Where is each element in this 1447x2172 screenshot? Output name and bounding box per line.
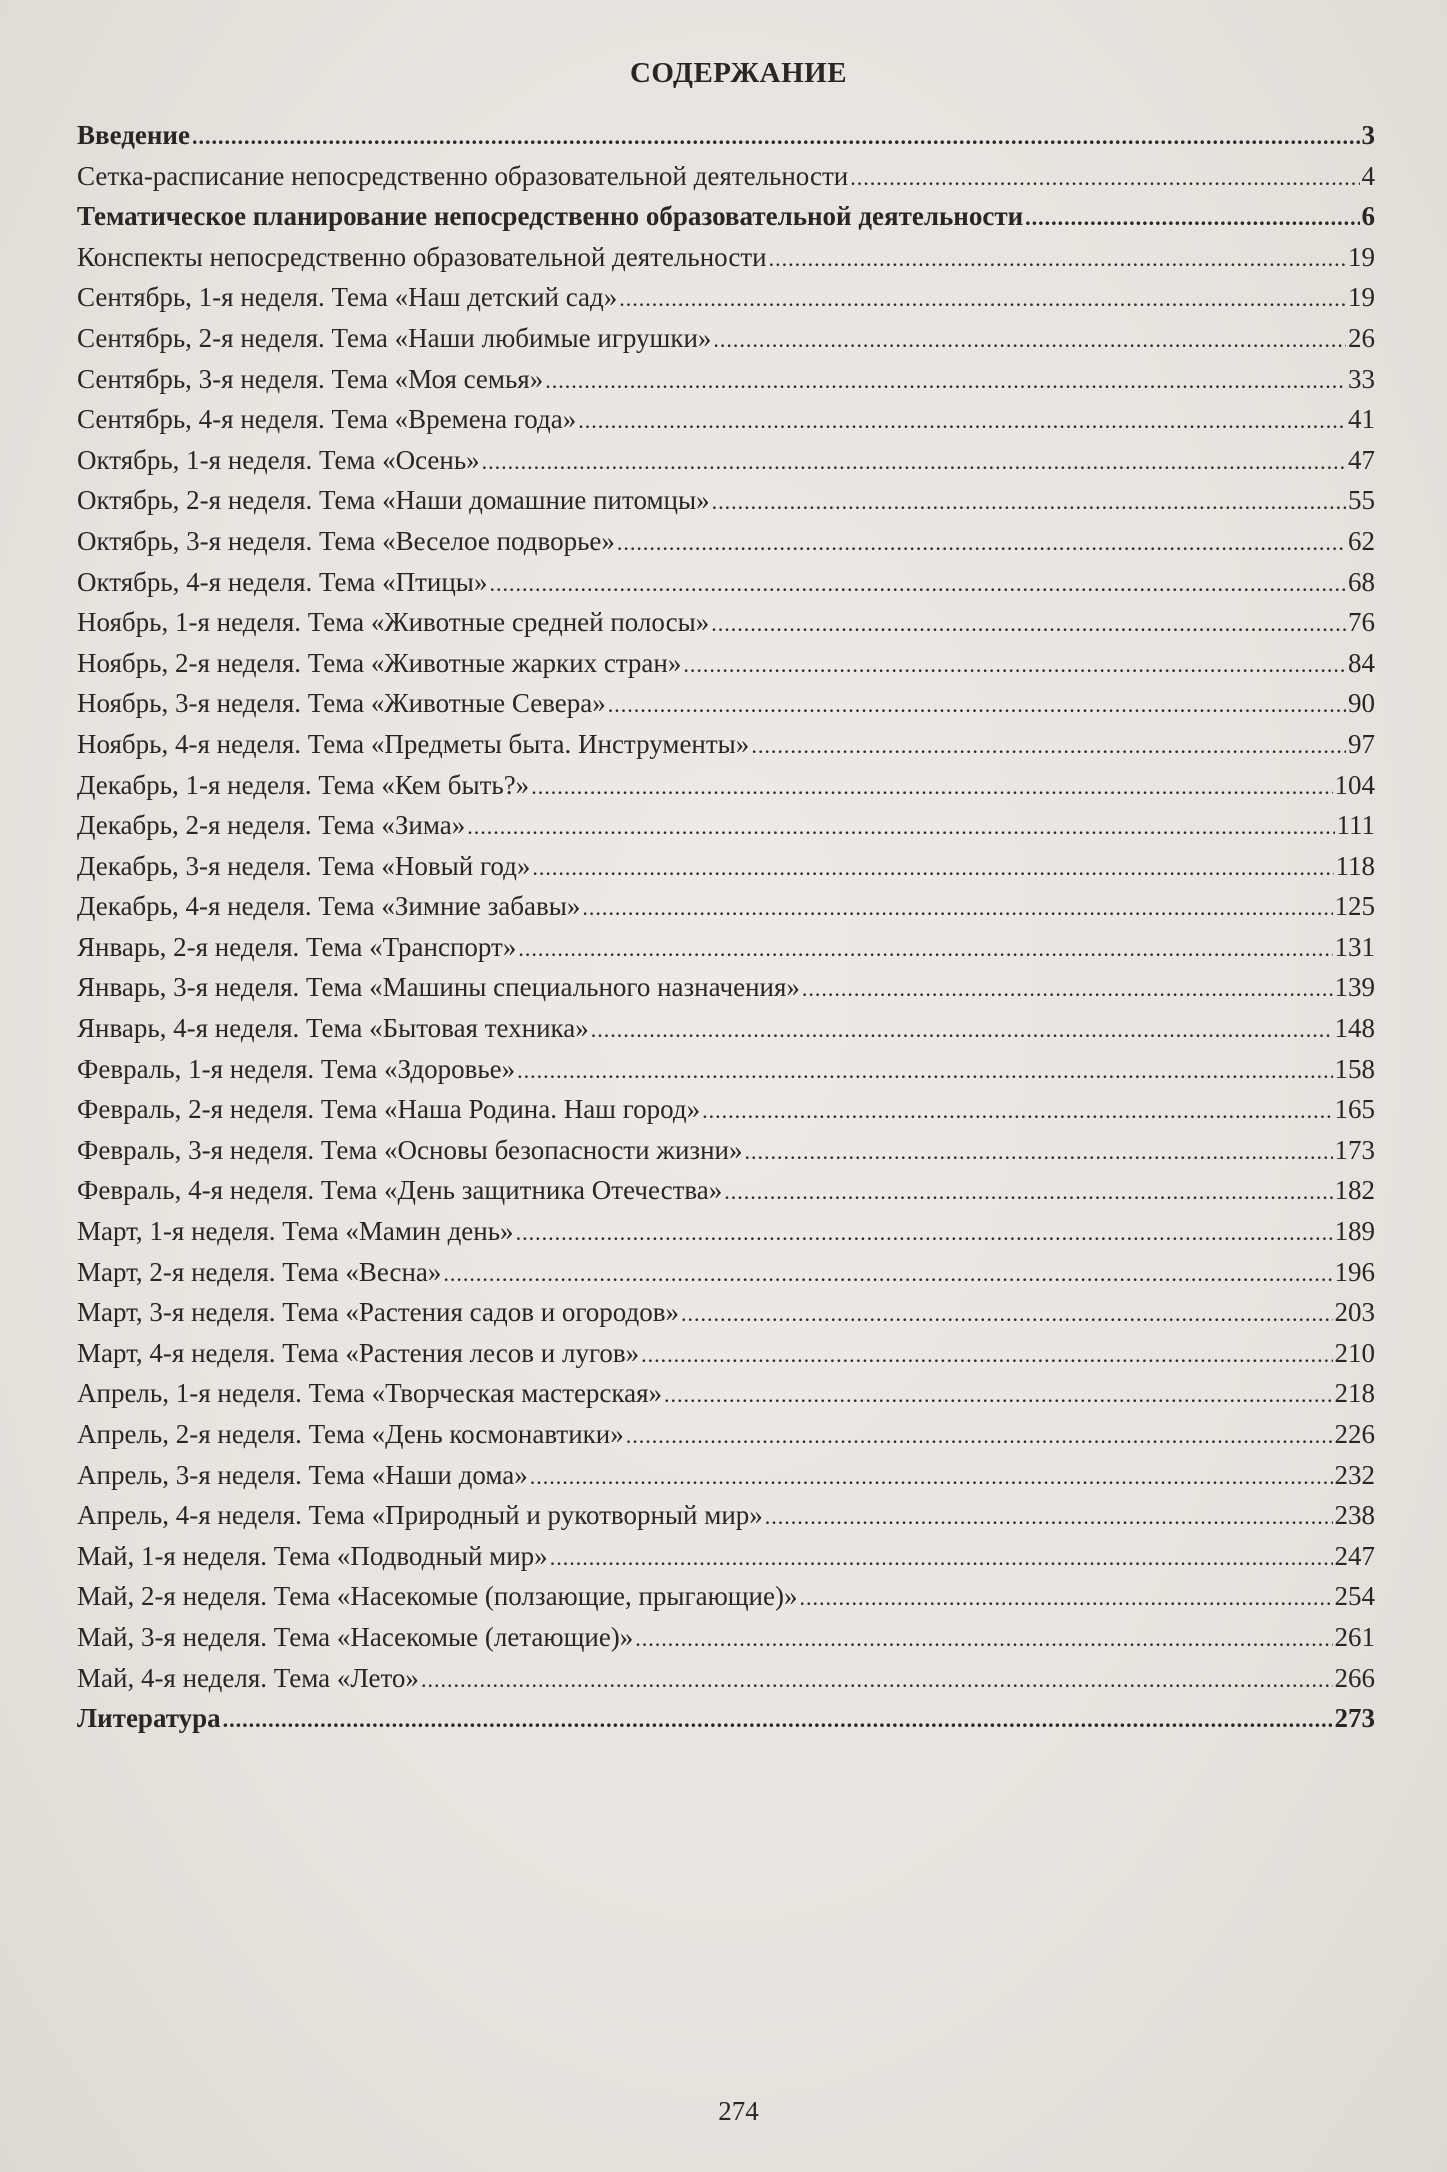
toc-entry-page: 273 <box>1334 1703 1375 1734</box>
toc-entry-page: 165 <box>1334 1094 1375 1125</box>
toc-entry <box>77 1054 1375 1095</box>
toc-entry-title: Апрель, 2-я неделя. Тема «День космонавтики» <box>77 1419 624 1449</box>
toc-entry-title: Март, 4-я неделя. Тема «Растения лесов и лугов» <box>77 1337 640 1368</box>
toc-entry <box>77 648 1375 689</box>
toc-entry-page: 232 <box>1334 1459 1375 1490</box>
toc-entry-title: Февраль, 3-я неделя. Тема «Основы безопасности жизни» <box>77 1134 743 1165</box>
toc-entry-title: Сентябрь, 3-я неделя. Тема «Моя семья» <box>77 363 544 394</box>
toc-entry-page: 218 <box>1334 1378 1375 1409</box>
toc-leader-dots <box>712 489 1346 515</box>
toc-leader-dots <box>532 855 1333 881</box>
toc-entry-title: Октябрь, 3-я неделя. Тема «Веселое подворье» <box>77 525 615 556</box>
toc-leader-dots <box>443 1261 1332 1287</box>
toc-leader-dots <box>617 530 1346 556</box>
toc-entry <box>77 242 1375 283</box>
toc-entry-title: Октябрь, 1-я неделя. Тема «Осень» <box>77 444 480 475</box>
toc-entry <box>77 161 1375 202</box>
toc-entry <box>77 1135 1375 1176</box>
toc-leader-dots <box>591 1017 1333 1043</box>
toc-leader-dots <box>765 1504 1333 1530</box>
toc-entry <box>77 688 1375 729</box>
toc-entry <box>77 567 1375 608</box>
toc-entry-title: Ноябрь, 2-я неделя. Тема «Животные жарких стран» <box>77 647 682 678</box>
toc-entry-page: 19 <box>1348 282 1375 313</box>
toc-entry-page: 182 <box>1334 1175 1375 1206</box>
toc-entry <box>77 1541 1375 1582</box>
toc-entry <box>77 1460 1375 1501</box>
toc-entry-title: Литература <box>77 1703 221 1734</box>
toc-entry-page: 111 <box>1336 810 1375 841</box>
toc-leader-dots <box>744 1139 1332 1165</box>
toc-entry <box>77 851 1375 892</box>
toc-leader-dots <box>619 286 1346 312</box>
toc-entry-page: 47 <box>1348 444 1375 475</box>
toc-entry-title: Октябрь, 2-я неделя. Тема «Наши домашние питомцы» <box>77 485 710 516</box>
toc-entry <box>77 729 1375 770</box>
toc-entry-title: Апрель, 1-я неделя. Тема «Творческая мастерская» <box>77 1378 663 1409</box>
toc-leader-dots <box>802 976 1333 1002</box>
toc-leader-dots <box>223 1707 1333 1733</box>
toc-leader-dots <box>713 327 1346 353</box>
toc-entry-title: Февраль, 1-я неделя. Тема «Здоровье» <box>77 1053 516 1084</box>
toc-entry <box>77 607 1375 648</box>
toc-entry-page: 139 <box>1334 972 1375 1003</box>
toc-leader-dots <box>582 895 1332 921</box>
toc-entry-page: 118 <box>1335 850 1375 881</box>
toc-entry-title: Апрель, 4-я неделя. Тема «Природный и рукотворный мир» <box>77 1500 763 1531</box>
toc-leader-dots <box>530 1464 1333 1490</box>
toc-entry-title: Сетка-расписание непосредственно образовательной деятельности <box>77 160 849 191</box>
toc-entry-title: Декабрь, 4-я неделя. Тема «Зимние забавы» <box>77 891 581 922</box>
toc-entry-page: 254 <box>1334 1581 1375 1612</box>
toc-entry <box>77 1500 1375 1541</box>
toc-entry-page: 76 <box>1348 607 1375 638</box>
toc-entry-page: 55 <box>1348 485 1375 516</box>
toc-entry-page: 4 <box>1361 160 1375 191</box>
toc-leader-dots <box>550 1545 1333 1571</box>
toc-entry-page: 104 <box>1334 769 1375 800</box>
toc-entry-page: 203 <box>1334 1297 1375 1328</box>
toc-leader-dots <box>516 1220 1333 1246</box>
toc-leader-dots <box>850 165 1359 191</box>
page-number: 274 <box>718 2096 759 2126</box>
toc-leader-dots <box>724 1179 1332 1205</box>
toc-entry-title: Сентябрь, 1-я неделя. Тема «Наш детский сад» <box>77 282 618 313</box>
toc-entry <box>77 404 1375 445</box>
toc-leader-dots <box>1025 205 1359 231</box>
toc-entry <box>77 1297 1375 1338</box>
toc-entry <box>77 972 1375 1013</box>
toc-entry-page: 226 <box>1334 1419 1375 1449</box>
toc-entry-page: 19 <box>1348 241 1375 272</box>
toc-leader-dots <box>517 1058 1332 1084</box>
toc-entry-title: Февраль, 2-я неделя. Тема «Наша Родина. Наш город» <box>77 1094 701 1125</box>
toc-entry <box>77 1013 1375 1054</box>
toc-entry <box>77 201 1375 242</box>
toc-entry-title: Май, 4-я неделя. Тема «Лето» <box>77 1662 419 1693</box>
toc-leader-dots <box>545 368 1346 394</box>
toc-entry-page: 158 <box>1334 1053 1375 1084</box>
toc-entry-page: 33 <box>1348 363 1375 394</box>
toc-entry-page: 41 <box>1348 404 1375 435</box>
toc-entry-page: 84 <box>1348 647 1375 678</box>
toc-entry-title: Декабрь, 2-я неделя. Тема «Зима» <box>77 810 466 841</box>
toc-entry-page: 210 <box>1334 1337 1375 1368</box>
toc-leader-dots <box>518 936 1332 962</box>
toc-entry <box>77 1216 1375 1257</box>
toc-entry-title: Март, 2-я неделя. Тема «Весна» <box>77 1256 442 1287</box>
toc-leader-dots <box>799 1585 1332 1611</box>
toc-entry-page: 148 <box>1334 1013 1375 1044</box>
toc-entry <box>77 891 1375 932</box>
toc-entry <box>77 526 1375 567</box>
toc-entry-title: Май, 3-я неделя. Тема «Насекомые (летающие)» <box>77 1621 634 1652</box>
toc-entry-page: 62 <box>1348 525 1375 556</box>
toc-entry-page: 26 <box>1348 322 1375 353</box>
toc-entry-page: 6 <box>1361 201 1375 232</box>
toc-leader-dots <box>192 124 1360 150</box>
toc-entry-title: Май, 1-я неделя. Тема «Подводный мир» <box>77 1540 548 1571</box>
toc-leader-dots <box>421 1667 1333 1693</box>
toc-entry-title: Январь, 2-я неделя. Тема «Транспорт» <box>77 931 517 962</box>
toc-entry-page: 131 <box>1334 931 1375 962</box>
table-of-contents <box>77 120 1375 1744</box>
toc-entry-page: 125 <box>1334 891 1375 922</box>
toc-leader-dots <box>635 1626 1332 1652</box>
toc-entry-title: Декабрь, 3-я неделя. Тема «Новый год» <box>77 850 531 881</box>
toc-entry-title: Январь, 4-я неделя. Тема «Бытовая техника» <box>77 1013 589 1044</box>
toc-entry <box>77 932 1375 973</box>
toc-entry-title: Ноябрь, 1-я неделя. Тема «Животные средней полосы» <box>77 607 710 638</box>
toc-entry-title: Май, 2-я неделя. Тема «Насекомые (ползающие, прыгающие)» <box>77 1581 798 1612</box>
toc-leader-dots <box>664 1382 1332 1408</box>
toc-leader-dots <box>751 733 1346 759</box>
toc-entry-title: Февраль, 4-я неделя. Тема «День защитника Отечества» <box>77 1175 723 1206</box>
toc-entry <box>77 1257 1375 1298</box>
toc-entry <box>77 120 1375 161</box>
toc-leader-dots <box>681 1301 1332 1327</box>
toc-entry <box>77 1581 1375 1622</box>
toc-entry-title: Сентябрь, 4-я неделя. Тема «Времена года» <box>77 404 577 435</box>
toc-entry <box>77 1419 1375 1460</box>
toc-leader-dots <box>641 1342 1332 1368</box>
toc-entry-page: 68 <box>1348 566 1375 597</box>
page-title: СОДЕРЖАНИЕ <box>629 57 848 89</box>
toc-entry-page: 3 <box>1361 120 1375 150</box>
toc-entry-title: Тематическое планирование непосредственно образовательной деятельности <box>77 201 1024 232</box>
toc-entry-page: 189 <box>1334 1216 1375 1247</box>
toc-entry-page: 266 <box>1334 1662 1375 1693</box>
toc-entry <box>77 1094 1375 1135</box>
toc-leader-dots <box>769 246 1346 272</box>
toc-leader-dots <box>482 449 1346 475</box>
toc-leader-dots <box>711 611 1346 637</box>
toc-entry-page: 196 <box>1334 1256 1375 1287</box>
toc-entry-page: 90 <box>1348 688 1375 719</box>
toc-entry-title: Декабрь, 1-я неделя. Тема «Кем быть?» <box>77 769 530 800</box>
toc-entry-title: Сентябрь, 2-я неделя. Тема «Наши любимые игрушки» <box>77 322 712 353</box>
toc-entry-title: Конспекты непосредственно образовательной деятельности <box>77 241 767 272</box>
toc-entry <box>77 364 1375 405</box>
toc-entry <box>77 1338 1375 1379</box>
toc-entry-title: Октябрь, 4-я неделя. Тема «Птицы» <box>77 566 488 597</box>
toc-entry <box>77 282 1375 323</box>
toc-entry <box>77 323 1375 364</box>
toc-leader-dots <box>489 571 1346 597</box>
toc-entry-title: Январь, 3-я неделя. Тема «Машины специального назначения» <box>77 972 800 1003</box>
toc-entry-page: 97 <box>1348 728 1375 759</box>
toc-leader-dots <box>467 814 1334 840</box>
toc-entry <box>77 1175 1375 1216</box>
toc-leader-dots <box>531 774 1332 800</box>
toc-entry <box>77 770 1375 811</box>
toc-entry-title: Апрель, 3-я неделя. Тема «Наши дома» <box>77 1459 528 1490</box>
toc-entry-title: Ноябрь, 3-я неделя. Тема «Животные Севера» <box>77 688 606 719</box>
toc-leader-dots <box>608 692 1346 718</box>
toc-entry-title: Март, 1-я неделя. Тема «Мамин день» <box>77 1216 514 1247</box>
toc-entry-page: 238 <box>1334 1500 1375 1531</box>
toc-leader-dots <box>683 652 1346 678</box>
toc-entry <box>77 485 1375 526</box>
toc-entry-page: 247 <box>1334 1540 1375 1571</box>
toc-entry-title: Ноябрь, 4-я неделя. Тема «Предметы быта. Инструменты» <box>77 728 750 759</box>
toc-entry <box>77 1663 1375 1704</box>
toc-entry <box>77 1378 1375 1419</box>
toc-entry <box>77 445 1375 486</box>
toc-entry-page: 261 <box>1334 1621 1375 1652</box>
toc-entry-page: 173 <box>1334 1134 1375 1165</box>
toc-leader-dots <box>578 408 1346 434</box>
toc-entry <box>77 1622 1375 1663</box>
toc-leader-dots <box>702 1098 1332 1124</box>
toc-leader-dots <box>626 1423 1333 1449</box>
toc-entry-title: Март, 3-я неделя. Тема «Растения садов и огородов» <box>77 1297 680 1328</box>
toc-entry <box>77 810 1375 851</box>
toc-entry-title: Введение <box>77 120 190 150</box>
toc-entry <box>77 1703 1375 1744</box>
